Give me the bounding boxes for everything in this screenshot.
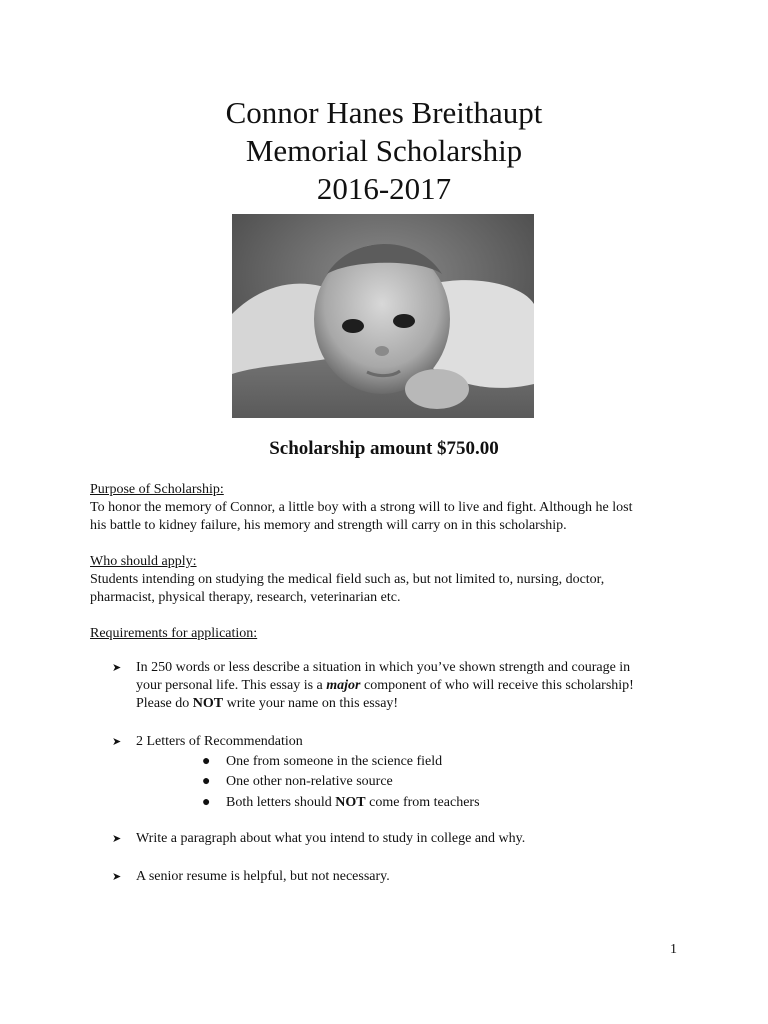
title-line-2: Memorial Scholarship [245, 133, 523, 168]
essay-line-3c: write your name on this essay! [223, 696, 399, 711]
scholarship-amount: Scholarship amount $750.00 [269, 438, 499, 459]
letters-bullet-3c: come from teachers [365, 795, 480, 810]
letters-label: 2 Letters of Recommendation [136, 734, 303, 749]
paragraph-text: Write a paragraph about what you intend to study in college and why. [136, 831, 526, 846]
letters-bullet-1-text: One from someone in the science field [226, 754, 443, 769]
baby-photo [232, 214, 534, 418]
essay-line-2c: component of who will receive this scholarship! [360, 678, 634, 693]
letters-bullet-2 [202, 773, 622, 791]
bullet-dot-icon: ● [202, 795, 211, 810]
document-title [0, 94, 768, 208]
letters-bullet-3-text [226, 794, 622, 812]
resume-text: A senior resume is helpful, but not necessary. [136, 869, 390, 884]
arrow-bullet-icon: ➤ [112, 736, 122, 748]
bullet-dot-icon: ● [202, 754, 211, 769]
letters-bullet-3 [202, 794, 622, 812]
page-number: 1 [670, 942, 677, 957]
requirements-heading: Requirements for application: [90, 626, 258, 641]
letters-bullet-2-text: One other non-relative source [226, 774, 393, 789]
essay-requirement [112, 659, 682, 713]
letters-bullet-1 [202, 753, 622, 771]
bullet-dot-icon: ● [202, 774, 211, 789]
title-line-1: Connor Hanes Breithaupt [225, 95, 543, 130]
purpose-section [90, 481, 690, 535]
essay-emphasis-major: major [326, 678, 361, 693]
purpose-line-2: his battle to kidney failure, his memory and strength will carry on in this scholarship. [90, 518, 567, 533]
arrow-bullet-icon: ➤ [112, 833, 122, 845]
essay-line-3 [136, 695, 682, 713]
essay-line-2 [136, 677, 682, 695]
who-line-1: Students intending on studying the medical field such as, but not limited to, nursing, doctor, [90, 572, 605, 587]
who-section [90, 553, 690, 607]
letters-emphasis-not: NOT [335, 795, 366, 810]
purpose-heading: Purpose of Scholarship: [90, 482, 224, 497]
purpose-line-1: To honor the memory of Connor, a little boy with a strong will to live and fight. Although he lost [90, 500, 633, 515]
essay-line-2a: your personal life. This essay is a [136, 678, 327, 693]
essay-line-3a: Please do [136, 696, 193, 711]
paragraph-requirement [112, 830, 682, 848]
title-line-3: 2016-2017 [316, 171, 452, 206]
who-line-2: pharmacist, physical therapy, research, veterinarian etc. [90, 590, 401, 605]
who-heading: Who should apply: [90, 554, 197, 569]
arrow-bullet-icon: ➤ [112, 871, 122, 883]
letters-bullet-3a: Both letters should [226, 795, 336, 810]
resume-requirement [112, 868, 682, 886]
requirements-heading-wrap [90, 625, 690, 643]
arrow-bullet-icon: ➤ [112, 662, 122, 674]
essay-emphasis-not: NOT [192, 696, 224, 711]
essay-line-1: In 250 words or less describe a situation in which you’ve shown strength and courage in [136, 660, 631, 675]
letters-requirement [112, 733, 682, 751]
